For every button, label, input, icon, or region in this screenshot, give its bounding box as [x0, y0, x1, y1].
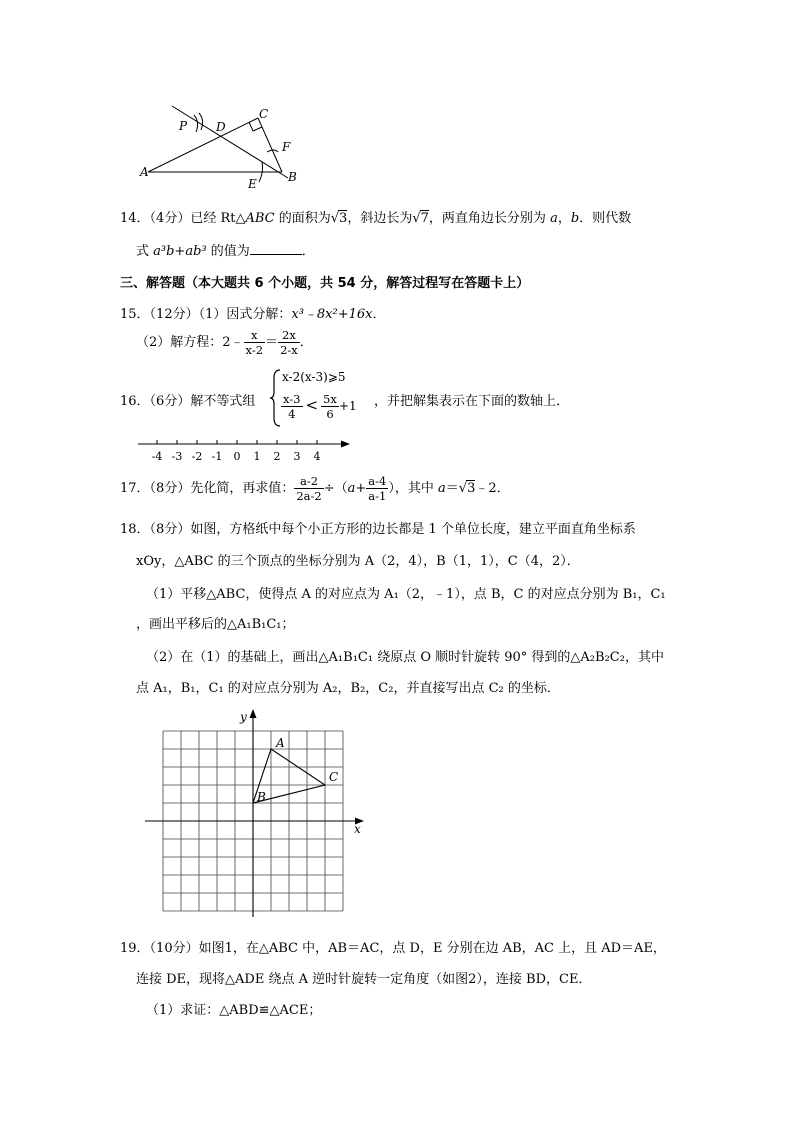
label-F: F: [282, 140, 291, 154]
q15-text: ．: [299, 335, 313, 350]
q14-text: 式: [136, 244, 154, 259]
answer-blank[interactable]: [250, 242, 302, 255]
equals-sign: ＝: [265, 335, 279, 350]
fraction: [366, 474, 388, 503]
denominator: a-1: [368, 489, 387, 503]
q14-a: a: [550, 211, 558, 226]
numerator: a-2: [294, 474, 323, 489]
q14-text: ，: [557, 211, 571, 226]
less-than-sign: <: [305, 396, 319, 414]
axis-label-y: y: [240, 710, 247, 724]
q17-text: ÷（: [323, 481, 348, 496]
label-B: B: [288, 170, 297, 184]
q14-line2: [136, 240, 315, 259]
q15-text: （2）解方程：2﹣: [136, 335, 244, 350]
numerator: x: [244, 328, 266, 343]
q14-line1: 14．（4分）已经 Rt△ABC 的面积为√3，斜边长为√7，两直角边长分别为 a，b．则代数: [120, 211, 632, 226]
tick-label: -1: [211, 450, 223, 463]
denominator: 4: [288, 407, 296, 421]
q17-a: a: [347, 481, 356, 496]
q18-line1: 18．（8分）如图，方格纸中每个小正方形的边长都是 1 个单位长度，建立平面直角坐标系: [120, 522, 636, 537]
tick-label: 2: [273, 450, 281, 463]
q14-text: 14．（4分）已经 Rt△: [120, 211, 246, 226]
q15-line2: [136, 328, 313, 357]
tick-label: -4: [151, 450, 163, 463]
denominator: 2-x: [280, 343, 298, 357]
section-heading: 三、解答题（本大题共 6 个小题，共 54 分，解答过程写在答题卡上）: [120, 276, 530, 291]
q16-text: +1: [338, 399, 357, 413]
q14-text: ．: [301, 244, 315, 259]
q15-line1: [120, 303, 386, 322]
q14-b: b: [570, 211, 580, 226]
label-E: E: [248, 177, 257, 191]
tick-label: 4: [313, 450, 321, 463]
vertex-A: A: [276, 736, 285, 750]
fraction: [294, 474, 323, 503]
fraction: [278, 328, 300, 357]
q17-text: +: [355, 481, 367, 496]
q14-text: ，斜边长为: [347, 211, 413, 226]
q18-line4: ，画出平移后的△A₁B₁C₁；: [136, 617, 295, 632]
numerator: x-3: [283, 392, 301, 406]
q18-line3: （1）平移△ABC，使得点 A 的对应点为 A₁（2，﹣1），点 B，C 的对应点分别为 B₁，C₁: [146, 587, 666, 602]
q15-expression: x³﹣8x²+16x: [291, 307, 373, 322]
q15-text: ．: [372, 307, 386, 322]
fraction: [281, 392, 303, 421]
equals-sign: ＝: [445, 481, 459, 496]
q16-inequality-2: [281, 392, 357, 421]
axis-label-x: x: [354, 822, 361, 836]
label-C: C: [259, 107, 269, 121]
q16-inequality-1: x-2(x-3)⩾5: [282, 370, 346, 384]
tick-label: -3: [171, 450, 183, 463]
q14-text: 的面积为: [274, 211, 331, 226]
q19-line3: （1）求证：△ABD≌△ACE；: [146, 1003, 322, 1018]
q18-line2: xOy，△ABC 的三个顶点的坐标分别为 A（2，4），B（1，1），C（4，2）．: [136, 554, 580, 569]
q19-line1: 19．（10分）如图1，在△ABC 中，AB＝AC，点 D，E 分别在边 AB，AC 上，且 AD＝AE，: [120, 941, 666, 956]
label-A: A: [140, 165, 149, 179]
q15-text: 15．（12分）（1）因式分解：: [120, 307, 292, 322]
vertex-C: C: [329, 770, 339, 784]
q14-sqrt-7: 7: [420, 211, 429, 226]
q19-line2: 连接 DE，现将△ADE 绕点 A 逆时针旋转一定角度（如图2），连接 BD，CE．: [136, 972, 592, 987]
triangle-figure: [138, 100, 308, 192]
denominator: 6: [326, 407, 334, 421]
q17-line: 17．（8分）先化简，再求值： $\frac{a-2}{2a-2}$ ÷（a+ $\frac{a-4}{a-1}$ ），其中 a＝√3﹣2．: [120, 474, 510, 503]
tick-label: 3: [293, 450, 301, 463]
numerator: a-4: [368, 474, 387, 488]
q17-text: 17．（8分）先化简，再求值：: [120, 481, 295, 496]
q17-text: ﹣2．: [475, 481, 510, 496]
vertex-B: B: [257, 790, 266, 804]
q17-a: a: [438, 481, 446, 496]
tick-group: [152, 440, 321, 463]
q14-abc: ABC: [245, 211, 275, 226]
numerator: 2x: [278, 328, 300, 343]
q14-text: ，两直角边长分别为: [428, 211, 551, 226]
tick-label: 1: [253, 450, 261, 463]
q14-text: ．则代数: [579, 211, 632, 226]
q16-label: 16．（6分）解不等式组: [120, 394, 256, 409]
q17-sqrt-3: 3: [467, 481, 476, 496]
q14-expression: a³b+ab³: [153, 244, 207, 259]
tick-label: -2: [191, 450, 203, 463]
q17-text: ），其中: [388, 481, 438, 496]
denominator: x-2: [245, 343, 264, 357]
number-line: [138, 436, 353, 466]
label-P: P: [179, 119, 188, 133]
q16-instruction: ，并把解集表示在下面的数轴上．: [374, 394, 570, 409]
label-D: D: [216, 120, 226, 134]
denominator: 2a-2: [296, 489, 322, 503]
fraction: [321, 392, 339, 421]
numerator: 5x: [323, 392, 337, 406]
q14-sqrt-3: 3: [339, 211, 348, 226]
q14-text: 的值为: [206, 244, 250, 259]
tick-label: 0: [233, 450, 241, 463]
q18-line5: （2）在（1）的基础上，画出△A₁B₁C₁ 绕原点 O 顺时针旋转 90° 得到的△A₂B₂C₂，其中: [146, 650, 664, 665]
coordinate-grid: [140, 705, 370, 920]
fraction: [244, 328, 266, 357]
q18-line6: 点 A₁，B₁，C₁ 的对应点分别为 A₂，B₂，C₂，并直接写出点 C₂ 的坐标．: [136, 681, 560, 696]
